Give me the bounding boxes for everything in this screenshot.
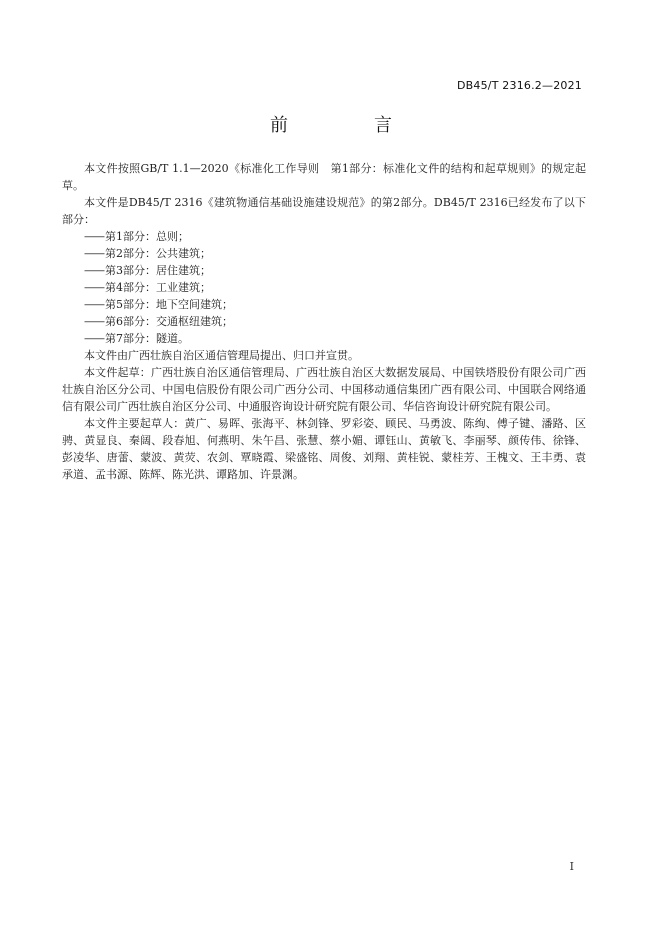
paragraph-drafters: 本文件主要起草人：黄广、易晖、张海平、林剑锋、罗彩姿、顾民、马勇波、陈绚、傅子键、潘路、区骋、黄显良、秦阔、段春旭、何燕明、朱午昌、张慧、蔡小媚、谭钰山、黄敏飞、李丽琴、颜传伟、徐锋、彭凌华、唐蕾、蒙波、黄荧、农剑、覃晓霞、梁盛铭、周俊、刘翔、黄桂锐、蒙桂芳、王槐文、王丰勇、袁承道、孟书源、陈辉、陈光洪、谭路加、许景渊。 — [62, 417, 586, 481]
list-item — [62, 296, 586, 313]
list-item-text: 第3部分：居住建筑； — [105, 264, 211, 277]
list-item — [62, 262, 586, 279]
list-item-text: 第7部分：隧道。 — [105, 332, 189, 345]
page-number: I — [569, 860, 574, 873]
list-item — [62, 245, 586, 262]
list-item-text: 第6部分：交通枢纽建筑； — [105, 315, 233, 328]
list-item-text: 第4部分：工业建筑； — [105, 281, 211, 294]
parts-list — [62, 228, 586, 347]
list-item — [62, 313, 586, 330]
dash-marker: —— — [84, 264, 104, 277]
dash-marker: —— — [84, 230, 104, 243]
dash-marker: —— — [84, 247, 104, 260]
paragraph-proposer: 本文件由广西壮族自治区通信管理局提出、归口并宣贯。 — [84, 349, 359, 362]
dash-marker: —— — [84, 332, 104, 345]
list-item — [62, 228, 586, 245]
list-item — [62, 279, 586, 296]
document-body — [62, 160, 586, 483]
standard-code: DB45/T 2316.2—2021 — [456, 79, 582, 92]
dash-marker: —— — [84, 315, 104, 328]
list-item-text: 第1部分：总则； — [105, 230, 189, 243]
paragraph-series-intro: 本文件是DB45/T 2316《建筑物通信基础设施建设规范》的第2部分。DB45/T 2316已经发布了以下部分： — [62, 196, 586, 226]
list-item-text: 第2部分：公共建筑； — [105, 247, 211, 260]
list-item — [62, 330, 586, 347]
section-title: 前 言 — [270, 115, 426, 136]
paragraph-drafting-rules: 本文件按照GB/T 1.1—2020《标准化工作导则 第1部分：标准化文件的结构和起草规则》的规定起草。 — [62, 162, 586, 192]
list-item-text: 第5部分：地下空间建筑； — [105, 298, 233, 311]
dash-marker: —— — [84, 298, 104, 311]
dash-marker: —— — [84, 281, 104, 294]
paragraph-drafting-organizations: 本文件起草：广西壮族自治区通信管理局、广西壮族自治区大数据发展局、中国铁塔股份有限公司广西壮族自治区分公司、中国电信股份有限公司广西分公司、中国移动通信集团广西有限公司、中国联合网络通信有限公司广西壮族自治区分公司、中通服咨询设计研究院有限公司、华信咨询设计研究院有限公司。 — [62, 366, 586, 413]
